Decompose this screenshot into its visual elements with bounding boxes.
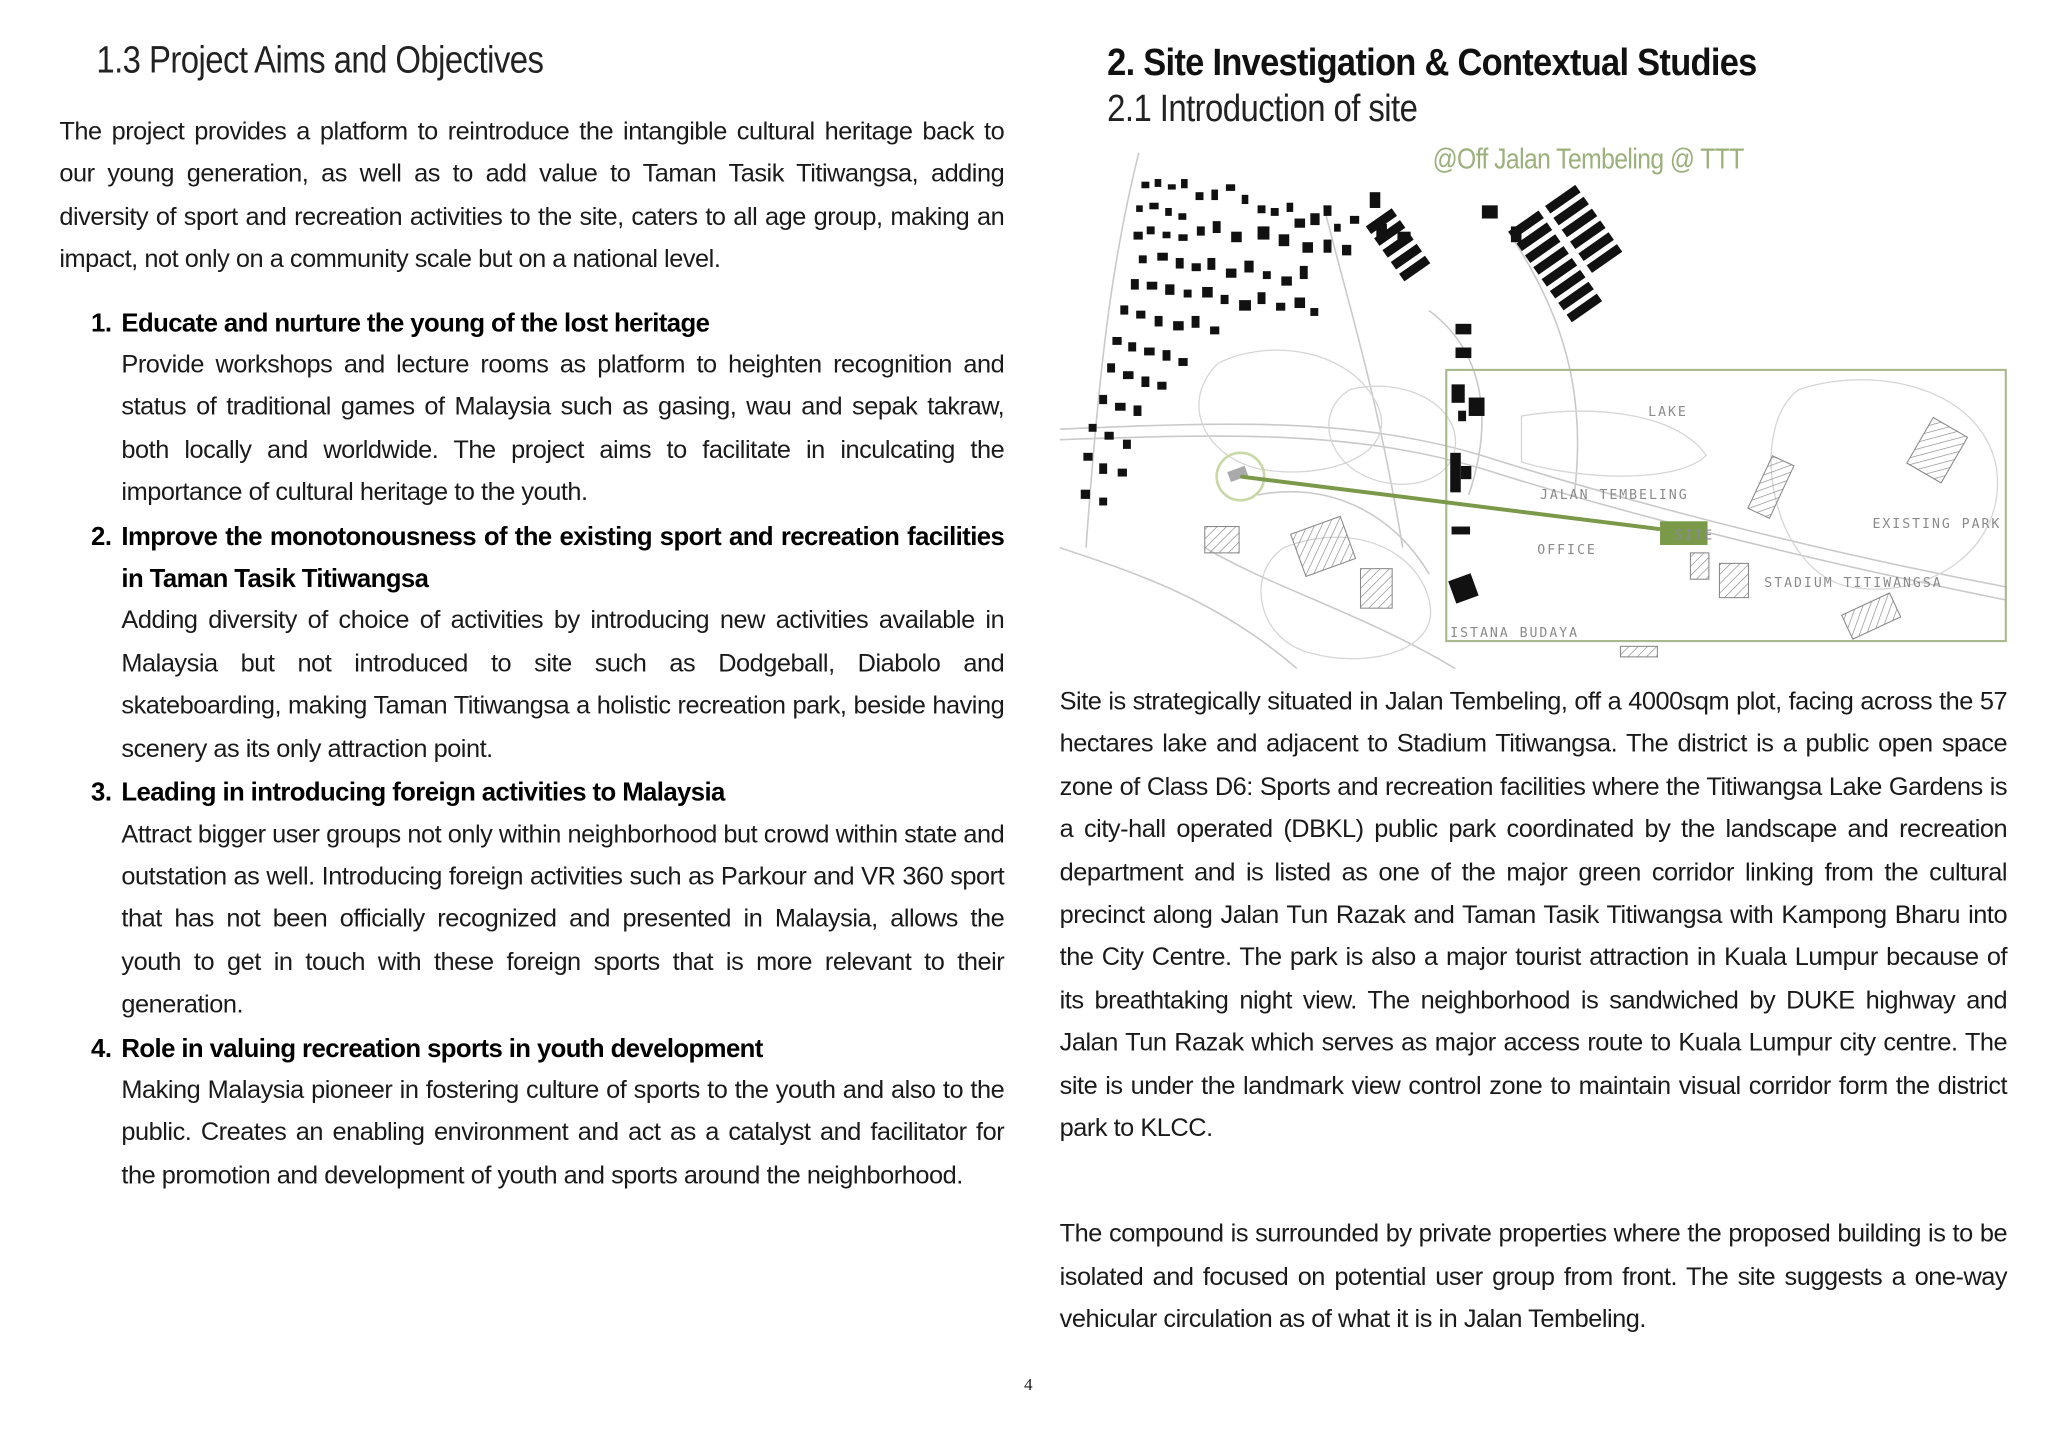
aim-item-4 <box>59 1027 1004 1198</box>
site-description-paragraph: Site is strategically situated in Jalan Tembeling, off a 4000sqm plot, facing across the 57 hectares lake and adjacent to Stadium Titiwangsa. The district is a public open space zone of Class D6: Sports and recreation facilities where the Titiwangsa Lake Gardens is a city-hall operated (DBKL) public park coordinated by the landscape and recreation department and is listed as one of the major green corridor linking from the cultural precinct along Jalan Tun Razak and Taman Tasik Titiwangsa with Kampong Bharu into the City Centre. The park is also a major tourist attraction in Kuala Lumpur because of its breathtaking night view. The neighborhood is sandwiched by DUKE highway and Jalan Tun Razak which serves as major access route to Kuala Lumpur city centre. The site is under the landmark view control zone to maintain visual corridor form the district park to KLCC. <box>1059 688 2008 1143</box>
map-caption: @Off Jalan Tembeling @ TTT <box>1431 142 1744 176</box>
left-column <box>59 39 1004 1198</box>
aim-item-3 <box>59 772 1004 1028</box>
aim-item-2 <box>59 516 1004 772</box>
aim-number: 4. <box>91 1034 112 1064</box>
label-existing-park: EXISTING PARK <box>1872 516 2002 532</box>
aim-body: Attract bigger user groups not only within neighborhood but crowd within state and outstation as well. Introducing foreign activities such as Parkour and VR 360 sport that has not been officially recognized and presented in Malaysia, allows the youth to get in touch with these foreign sports that is more relevant to their generation. <box>121 820 1005 1020</box>
aim-title: Educate and nurture the young of the lost heritage <box>121 308 710 338</box>
building-rows <box>1366 185 1639 358</box>
aim-body: Adding diversity of choice of activities by introducing new activities available in Malaysia but not introduced to site such as Dodgeball, Diabolo and skateboarding, making Taman Titiwangsa a holistic recreation park, beside having scenery as its only attraction point. <box>121 607 1005 764</box>
aims-list <box>59 302 1004 1198</box>
label-lake: LAKE <box>1648 404 1688 420</box>
page-number: 4 <box>1024 1374 1033 1395</box>
aim-title: Role in valuing recreation sports in youth development <box>121 1034 763 1064</box>
aim-title: Leading in introducing foreign activities to Malaysia <box>121 778 725 808</box>
aim-body: Provide workshops and lecture rooms as platform to heighten recognition and status of traditional games of Malaysia such as gasing, wau and sepak takraw, both locally and worldwide. The project aims to facilitate in inculcating the importance of cultural heritage to the youth. <box>121 351 1005 508</box>
aim-number: 3. <box>91 778 112 808</box>
site-location-map <box>1060 153 2007 669</box>
site-frame <box>1446 370 2006 641</box>
section-heading-1-3: 1.3 Project Aims and Objectives <box>96 39 544 82</box>
label-jalan-tembeling: JALAN TEMBELING <box>1539 487 1689 503</box>
label-site: SITE <box>1674 528 1715 544</box>
aim-title: Improve the monotonousness of the existing sport and recreation facilities in Taman Tasik Titiwangsa <box>121 522 1005 594</box>
hatched-buildings <box>1205 418 1968 657</box>
frame-buildings <box>1448 384 1484 603</box>
aim-number: 2. <box>91 522 112 552</box>
label-office: OFFICE <box>1537 543 1597 559</box>
section-heading-2: 2. Site Investigation & Contextual Studies <box>1107 42 1757 85</box>
aim-body: Making Malaysia pioneer in fostering culture of sports to the youth and also to the public. Creates an enabling environment and act as a catalyst and facilitator for the promotion and development of youth and sports around the neighborhood. <box>121 1076 1005 1190</box>
site-map-figure <box>1060 140 2007 667</box>
compound-paragraph: The compound is surrounded by private properties where the proposed building is to be isolated and focused on potential user group from front. The site suggests a one-way vehicular circulation as of what it is in Jalan Tembeling. <box>1059 1220 2008 1334</box>
aim-item-1 <box>59 302 1004 515</box>
subsection-heading-2-1: 2.1 Introduction of site <box>1107 88 1418 131</box>
label-istana-budaya: ISTANA BUDAYA <box>1450 626 1580 642</box>
intro-paragraph: The project provides a platform to reintroduce the intangible cultural heritage back to our young generation, as well as to add value to Taman Tasik Titiwangsa, adding diversity of sport and recreation activities to the site, caters to all age group, making an impact, not only on a community scale but on a national level. <box>59 118 1005 275</box>
label-stadium: STADIUM TITIWANGSA <box>1764 576 1943 592</box>
locator-building <box>1227 466 1248 482</box>
right-column <box>1060 39 2007 1342</box>
aim-number: 1. <box>91 308 112 338</box>
